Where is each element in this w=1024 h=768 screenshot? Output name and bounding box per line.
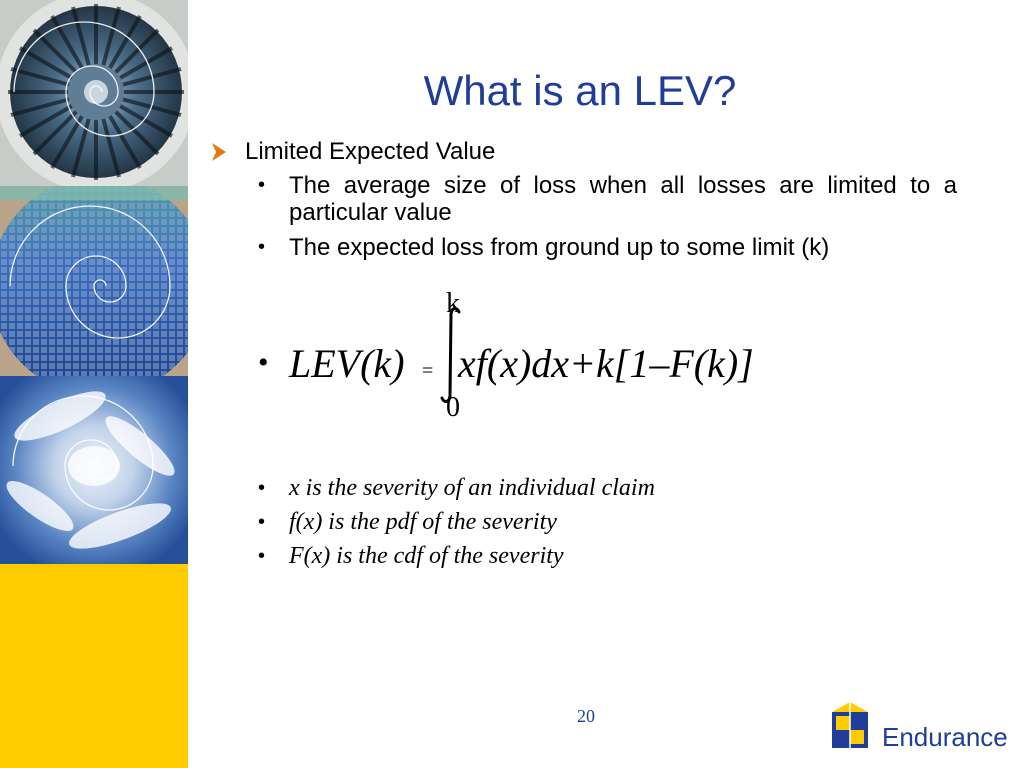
slide-title: What is an LEV? [423,67,737,114]
decorative-image-strip [0,0,188,768]
definition-text: F(x) is the cdf of the severity [289,543,564,569]
circuit-wafer-image [0,186,188,376]
definition-text: x is the severity of an individual claim [289,475,655,501]
chevron-right-icon [210,142,228,162]
integral-lower-limit: 0 [446,392,460,423]
bullet-text: The expected loss from ground up to some limit (k) [289,234,830,261]
brand-name: Endurance [882,722,1008,752]
bullet-glyph: • [258,236,266,258]
bullet-glyph: • [258,346,269,379]
turbine-image [0,0,188,186]
endurance-logo [830,702,1008,752]
yellow-block [0,564,188,768]
formula-rhs: xf(x)dx+k[1–F(k)] [458,341,754,386]
bullet-glyph: • [258,174,266,196]
bullet-text: The average size of loss when all losses are limited to a particular value [289,172,957,226]
formula-lhs: LEV(k) [289,341,405,386]
heading-limited-expected-value: Limited Expected Value [245,138,496,165]
definition-text: f(x) is the pdf of the severity [289,509,557,535]
bullet-glyph: • [258,545,266,567]
endurance-logo-icon [830,702,872,750]
page-number: 20 [577,706,595,726]
formula-equals: = [422,360,434,382]
bullet-glyph: • [258,511,266,533]
lev-formula [258,288,818,428]
bullet-glyph: • [258,477,266,499]
hurricane-image [0,376,188,564]
integral-upper-limit: k [446,288,460,319]
